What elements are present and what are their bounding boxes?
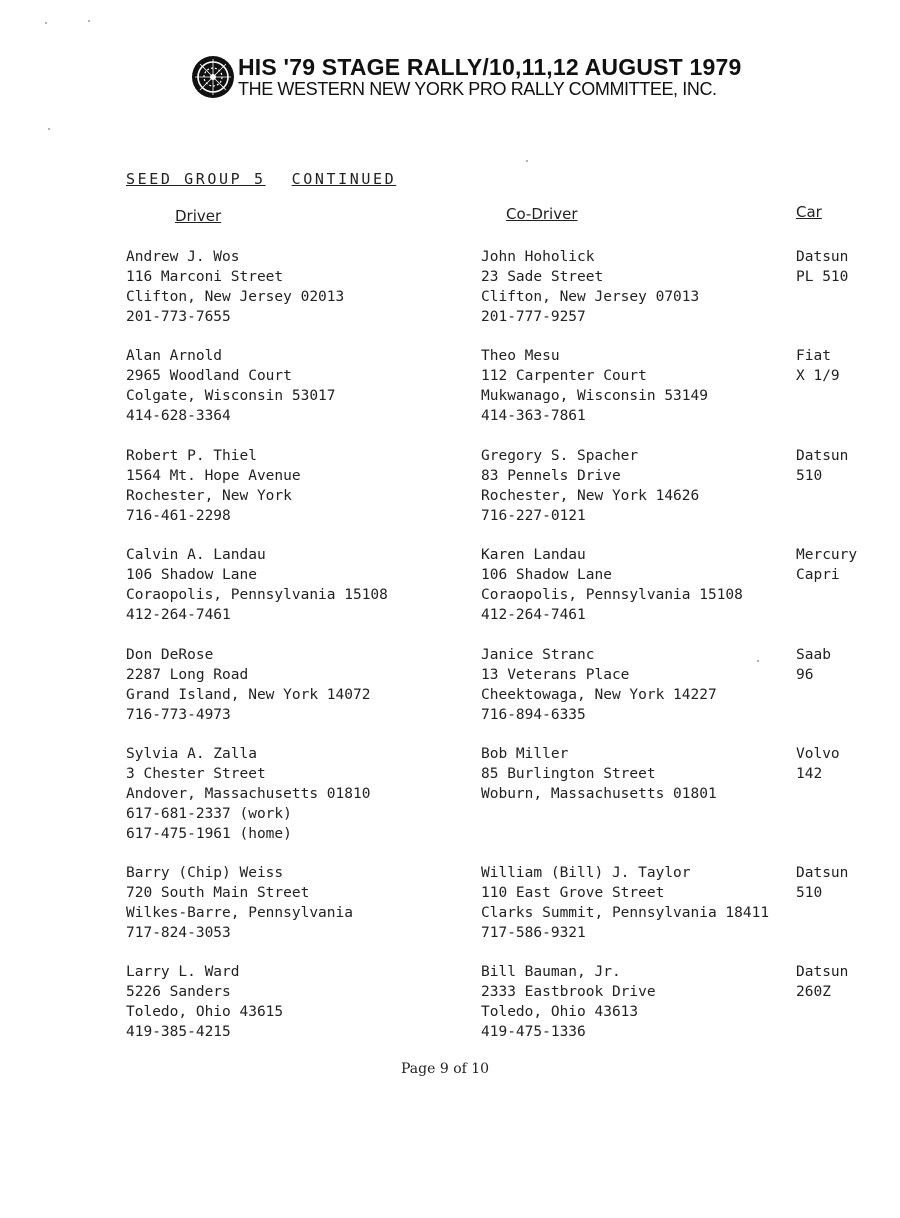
scan-speck [45,22,47,24]
entry-row [0,247,900,346]
driver-info [126,247,344,327]
codriver-info-line: 201-777-9257 [481,309,586,325]
continued-label: CONTINUED [291,170,397,188]
codriver-info-line: Cheektowaga, New York 14227 [481,686,717,703]
car-info-line: X 1/9 [796,368,840,385]
car-info [796,545,857,585]
codriver-info [481,247,699,327]
codriver-info-line: Woburn, Massachusetts 01801 [481,785,717,802]
driver-info-line: Rochester, New York [126,487,292,504]
car-info [796,962,848,1002]
driver-info-line: Wilkes-Barre, Pennsylvania [126,904,353,921]
codriver-info-line: Theo Mesu [481,348,560,365]
codriver-info-line: 716-894-6335 [481,706,586,723]
codriver-info-line: Mukwanago, Wisconsin 53149 [481,388,708,405]
driver-info-line: Larry L. Ward [126,964,240,981]
car-info-line: Datsun [796,249,849,265]
codriver-info-line: 716-227-0121 [481,507,586,524]
car-info-line: 510 [796,884,823,901]
codriver-info-line: 85 Burlington Street [481,765,656,782]
car-info-line: Fiat [796,348,831,365]
codriver-info [481,446,699,526]
car-info-line: Datsun [796,447,849,464]
codriver-info-line: John Hoholick [481,249,595,265]
driver-info-line: Colgate, Wisconsin 53017 [126,388,336,405]
driver-info-line: 2965 Woodland Court [126,368,292,385]
driver-info-line: 2287 Long Road [126,666,249,683]
column-header-driver: Driver [175,207,222,225]
codriver-info-line: 112 Carpenter Court [481,368,647,385]
seed-group-label: SEED GROUP 5 [126,170,266,188]
codriver-info-line: 83 Pennels Drive [481,467,621,484]
car-info-line: Datsun [796,864,849,881]
codriver-info-line: 419-475-1336 [481,1024,586,1041]
entry-row [0,962,900,1061]
driver-info-line: Don DeRose [126,646,214,663]
driver-info-line: Andover, Massachusetts 01810 [126,785,371,802]
driver-info-line: Grand Island, New York 14072 [126,686,371,703]
codriver-info-line: Janice Stranc [481,646,595,663]
entry-row [0,545,900,644]
codriver-info-line: 23 Sade Street [481,269,604,285]
column-header-car: Car [796,203,822,221]
car-info-line: Mercury [796,547,858,564]
car-info-line: 510 [796,467,823,484]
car-info [796,247,848,287]
codriver-info [481,744,717,804]
scan-speck [757,660,759,662]
driver-info-line: Calvin A. Landau [126,547,266,564]
codriver-info-line: Rochester, New York 14626 [481,487,700,504]
codriver-info [481,545,743,625]
driver-info-line: 716-461-2298 [126,507,231,524]
driver-info-line: 716-773-4973 [126,706,231,723]
driver-info [126,545,388,625]
codriver-info-line: Bob Miller [481,745,569,762]
codriver-info-line: 414-363-7861 [481,408,586,425]
car-info [796,346,840,386]
driver-info [126,962,283,1042]
codriver-info [481,962,656,1042]
car-info [796,863,848,903]
driver-info-line: Alan Arnold [126,348,223,365]
car-info-line: 142 [796,765,823,782]
entry-row [0,446,900,545]
codriver-info-line: Clifton, New Jersey 07013 [481,289,700,305]
driver-info-line: 419-385-4215 [126,1024,231,1041]
codriver-info-line: 106 Shadow Lane [481,567,612,584]
driver-info-line: 414-628-3364 [126,408,231,425]
entry-row [0,744,900,863]
driver-info-line: 617-475-1961 (home) [126,825,292,842]
entry-row [0,645,900,744]
codriver-info [481,863,769,943]
car-info [796,744,840,784]
codriver-info-line: 2333 Eastbrook Drive [481,984,656,1001]
codriver-info [481,645,717,725]
driver-info-line: Coraopolis, Pennsylvania 15108 [126,587,388,604]
entry-row [0,346,900,445]
codriver-info-line: Toledo, Ohio 43613 [481,1004,639,1021]
car-info-line: Saab [796,646,831,663]
driver-info [126,645,370,725]
codriver-info-line: Clarks Summit, Pennsylvania 18411 [481,904,770,921]
entry-row [0,863,900,962]
codriver-info-line: 13 Veterans Place [481,666,630,683]
driver-info-line: 717-824-3053 [126,924,231,941]
codriver-info-line: Karen Landau [481,547,586,564]
driver-info-line: 106 Shadow Lane [126,567,257,584]
codriver-info-line: 110 East Grove Street [481,884,665,901]
driver-info [126,744,370,844]
driver-info [126,346,336,426]
codriver-info-line: Bill Bauman, Jr. [481,964,621,981]
driver-info-line: Barry (Chip) Weiss [126,864,284,881]
driver-info-line: 1564 Mt. Hope Avenue [126,467,301,484]
driver-info-line: Sylvia A. Zalla [126,745,257,762]
codriver-info [481,346,708,426]
car-info-line: Datsun [796,964,849,981]
column-header-codriver: Co-Driver [506,205,578,223]
driver-info-line: 3 Chester Street [126,765,266,782]
codriver-info-line: William (Bill) J. Taylor [481,864,691,881]
codriver-info-line: Gregory S. Spacher [481,447,639,464]
car-info-line: 96 [796,666,814,683]
page-number: Page 9 of 10 [401,1061,490,1077]
driver-info-line: 720 South Main Street [126,884,310,901]
car-info-line: 260Z [796,984,831,1001]
entry-list [0,247,900,1062]
driver-info-line: 5226 Sanders [126,984,231,1001]
scan-speck [88,20,90,22]
committee-name: THE WESTERN NEW YORK PRO RALLY COMMITTEE, INC. [238,79,717,99]
codriver-info-line: 412-264-7461 [481,607,586,624]
driver-info-line: Toledo, Ohio 43615 [126,1004,284,1021]
driver-info-line: Andrew J. Wos [126,249,240,265]
car-info [796,446,848,486]
driver-info [126,863,353,943]
driver-info-line: Robert P. Thiel [126,447,257,464]
driver-info-line: 412-264-7461 [126,607,231,624]
car-info-line: Capri [796,567,840,584]
driver-info-line: Clifton, New Jersey 02013 [126,289,345,305]
codriver-info-line: Coraopolis, Pennsylvania 15108 [481,587,743,604]
car-info-line: Volvo [796,745,840,762]
document-title: HIS '79 STAGE RALLY/10,11,12 AUGUST 1979 [238,54,742,80]
driver-info-line: 116 Marconi Street [126,269,284,285]
car-info-line: PL 510 [796,269,849,285]
codriver-info-line: 717-586-9321 [481,924,586,941]
section-title [126,170,396,188]
driver-info-line: 201-773-7655 [126,309,231,325]
driver-info-line: 617-681-2337 (work) [126,805,292,822]
driver-info [126,446,301,526]
rally-wheel-emblem-icon [190,54,236,100]
car-info [796,645,831,685]
scan-speck [48,128,50,130]
scan-speck [526,160,528,162]
